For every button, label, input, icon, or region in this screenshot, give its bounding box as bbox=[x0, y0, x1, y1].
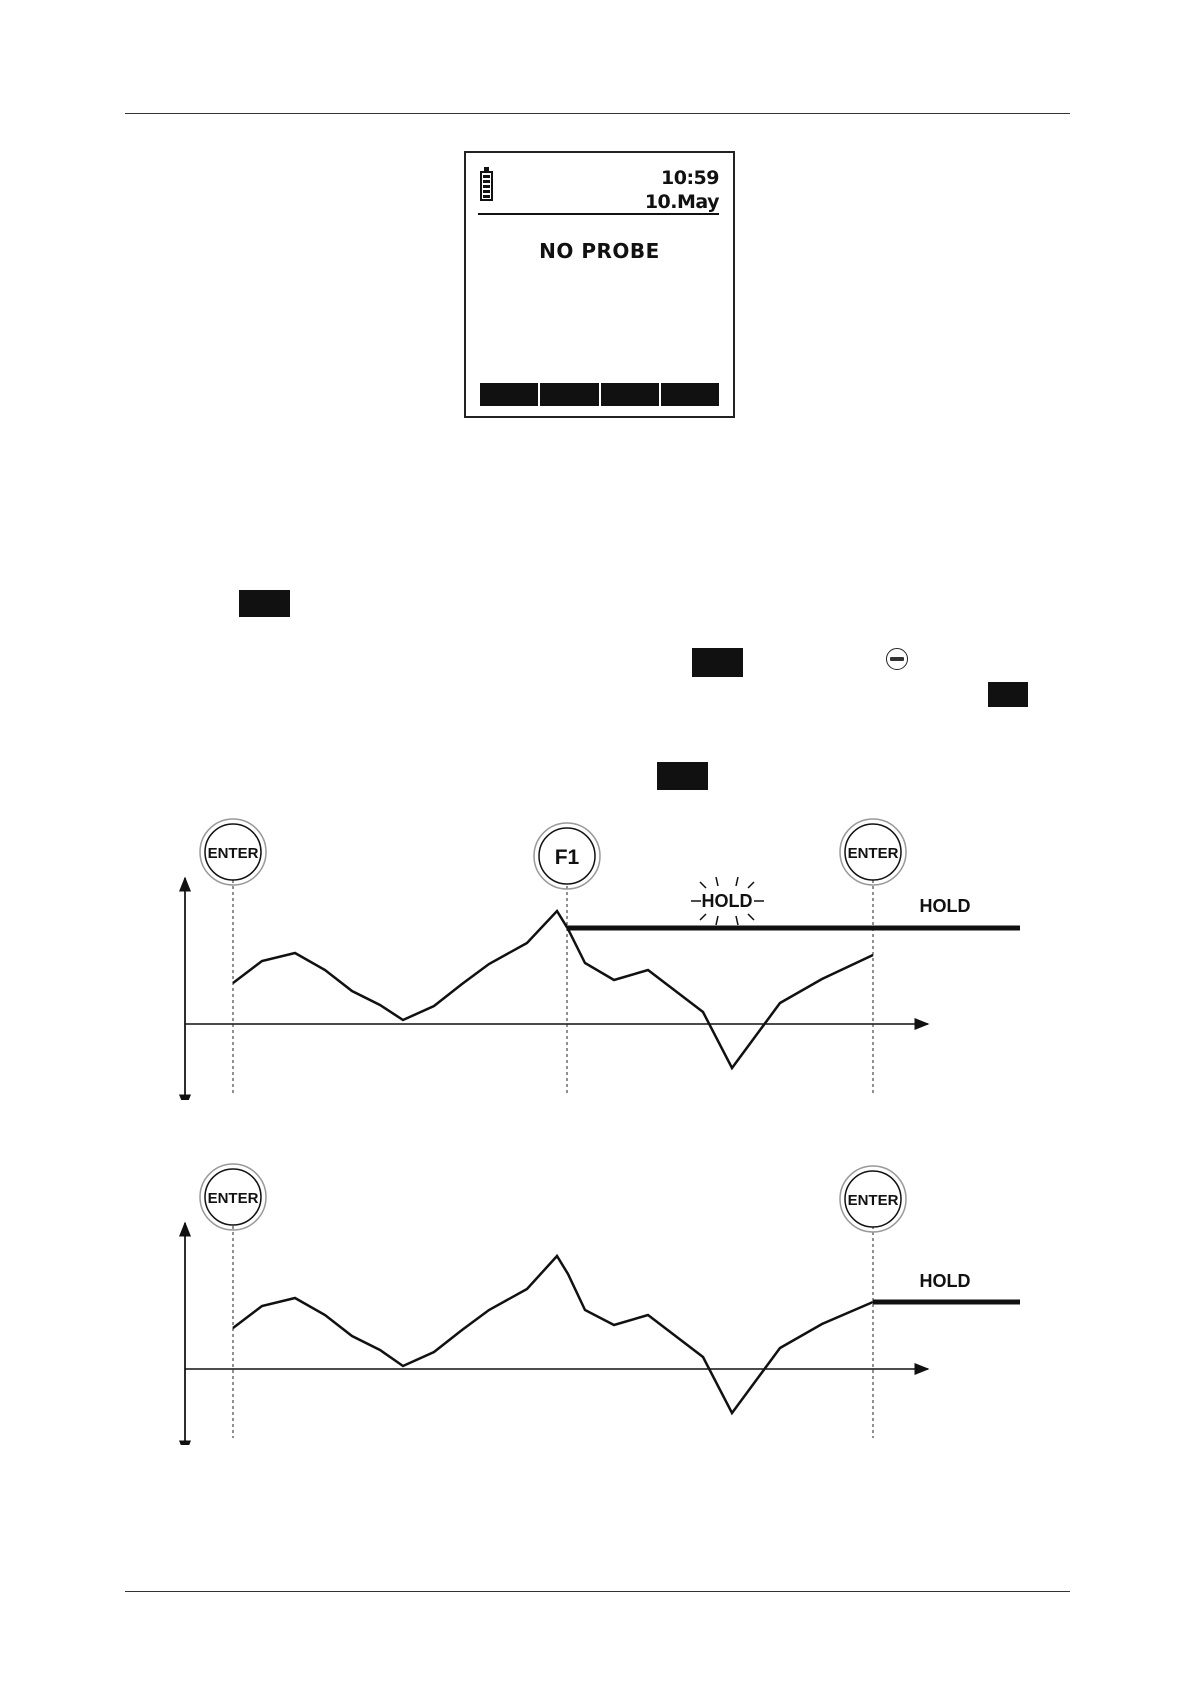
top-rule bbox=[125, 113, 1070, 114]
softkey-4 bbox=[661, 383, 719, 406]
lcd-divider bbox=[478, 213, 719, 215]
button-label: ENTER bbox=[847, 1192, 899, 1209]
hold-diagram-1 bbox=[0, 810, 1190, 1100]
hold-label: HOLD bbox=[919, 1271, 971, 1291]
lcd-screen bbox=[464, 151, 735, 418]
softkey-glyph-1 bbox=[239, 590, 290, 617]
f1-button-icon bbox=[534, 823, 600, 889]
hold-label: HOLD bbox=[919, 896, 971, 916]
button-label: ENTER bbox=[847, 845, 899, 862]
lcd-date: 10.May bbox=[644, 191, 719, 213]
button-label: ENTER bbox=[207, 845, 259, 862]
enter-button-icon bbox=[840, 1166, 906, 1232]
softkey-glyph-2 bbox=[692, 648, 743, 677]
button-label: ENTER bbox=[207, 1190, 259, 1207]
lcd-message: NO PROBE bbox=[539, 239, 660, 263]
enter-button-icon bbox=[840, 819, 906, 885]
softkey-2 bbox=[540, 383, 598, 406]
softkey-3 bbox=[601, 383, 659, 406]
softkey-glyph-4 bbox=[657, 762, 708, 790]
blinking-hold-label: HOLD bbox=[701, 891, 753, 911]
signal-line bbox=[233, 911, 873, 1068]
button-label: F1 bbox=[554, 846, 580, 869]
enter-key-icon bbox=[886, 648, 908, 670]
softkey-glyph-3 bbox=[988, 682, 1028, 707]
signal-line bbox=[233, 1256, 873, 1413]
blinking-hold-indicator bbox=[691, 877, 764, 925]
lcd-softkey-bar bbox=[480, 383, 719, 406]
softkey-1 bbox=[480, 383, 538, 406]
hold-diagram-2 bbox=[0, 1155, 1190, 1445]
bottom-rule bbox=[125, 1591, 1070, 1592]
enter-button-icon bbox=[200, 1164, 266, 1230]
lcd-time: 10:59 bbox=[661, 167, 719, 189]
battery-icon bbox=[480, 171, 493, 201]
enter-button-icon bbox=[200, 819, 266, 885]
